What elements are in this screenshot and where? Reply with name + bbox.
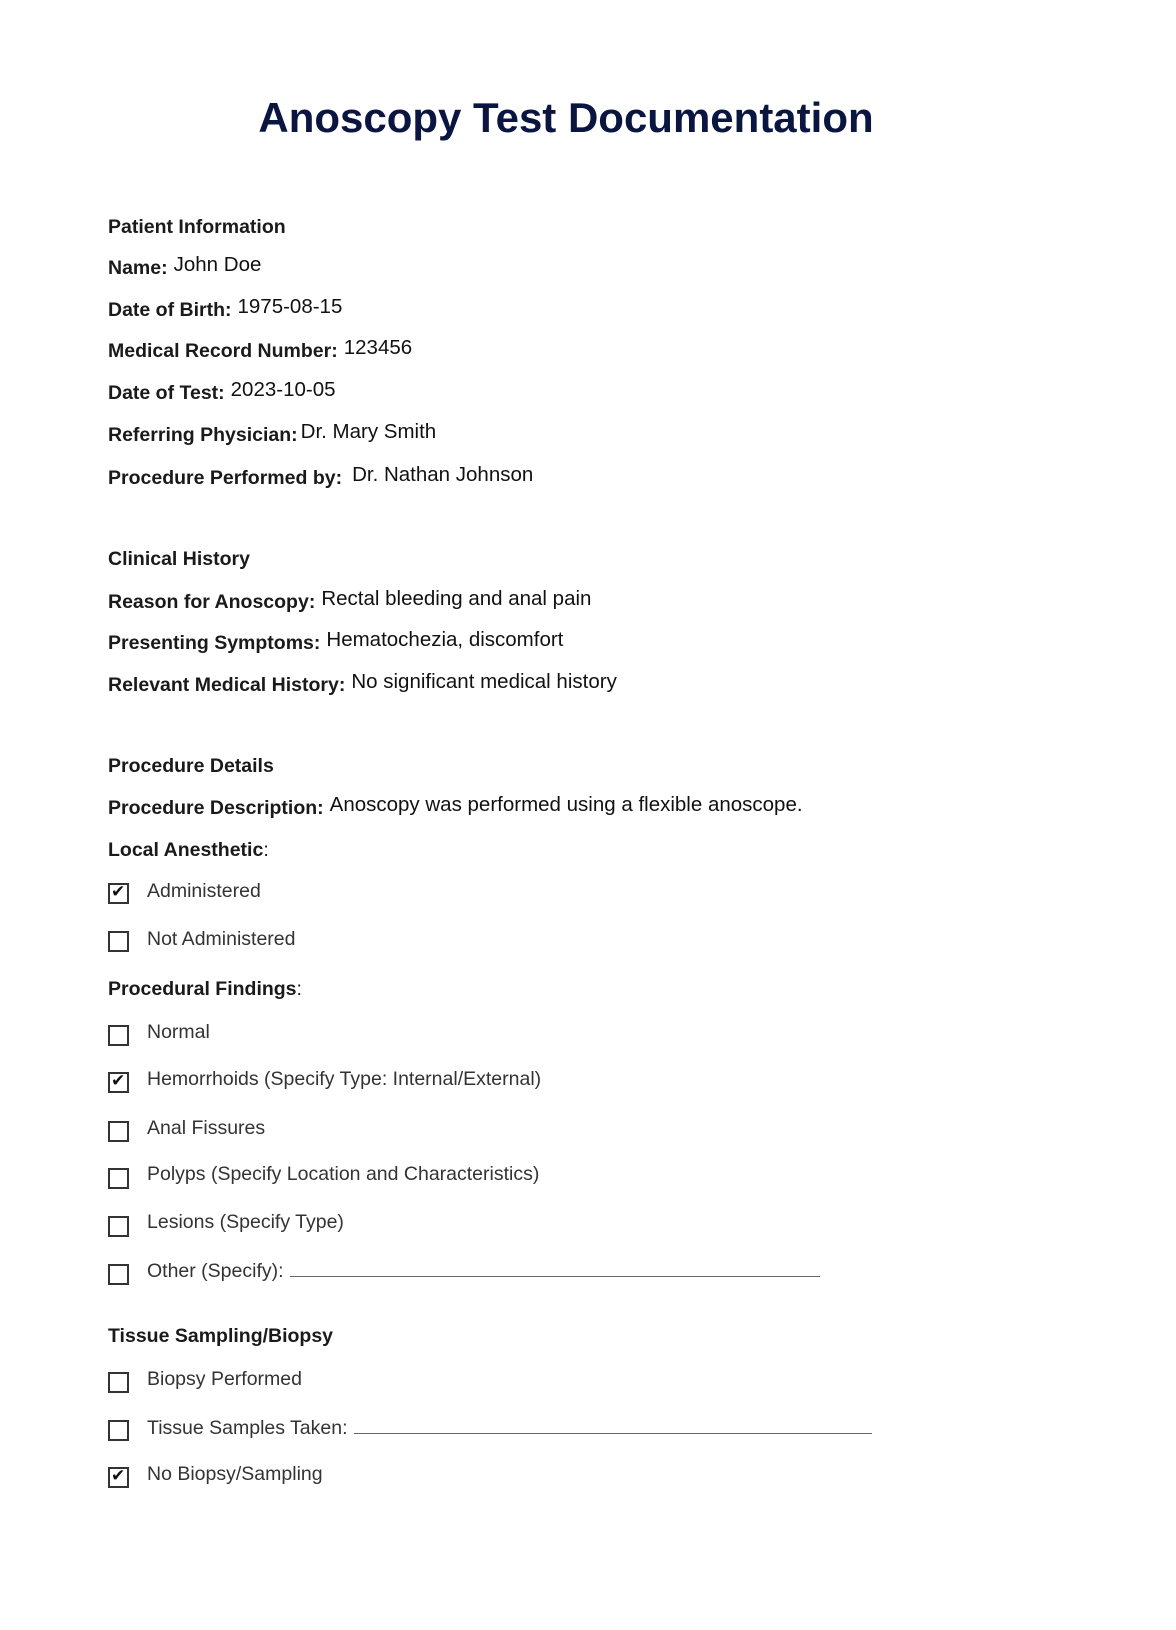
field-presenting-symptoms: Presenting Symptoms: Hematochezia, discomfort (108, 628, 564, 654)
checkbox-hemorrhoids[interactable] (108, 1072, 129, 1093)
option-other (147, 1258, 820, 1283)
option-label: Administered (147, 880, 261, 902)
local-anesthetic-label-text: Local Anesthetic (108, 839, 264, 861)
option-label: Other (Specify): (147, 1260, 284, 1282)
checkbox-biopsy-performed[interactable] (108, 1372, 129, 1393)
field-relevant-medical-history: Relevant Medical History: No significant medical history (108, 670, 617, 696)
checkbox-no-biopsy[interactable] (108, 1467, 129, 1488)
tissue-sampling-heading: Tissue Sampling/Biopsy (108, 1325, 334, 1347)
option-label: Biopsy Performed (147, 1368, 302, 1390)
checkbox-lesions[interactable] (108, 1216, 129, 1237)
checkbox-tissue-samples-taken[interactable] (108, 1420, 129, 1441)
field-label: Procedure Performed by (108, 467, 336, 489)
procedure-details-heading: Procedure Details (108, 755, 274, 777)
local-anesthetic-label: Local Anesthetic: (108, 839, 269, 861)
field-medical-record-number: Medical Record Number: 123456 (108, 336, 413, 362)
field-reason-for-anoscopy: Reason for Anoscopy: Rectal bleeding and anal pain (108, 587, 592, 613)
option-label: Anal Fissures (147, 1117, 266, 1139)
option-label: Lesions (Specify Type) (147, 1211, 344, 1233)
field-label: Procedure Description (108, 797, 318, 819)
field-label: Referring Physician (108, 424, 292, 446)
other-specify-field[interactable] (290, 1258, 820, 1277)
field-label: Date of Test (108, 382, 219, 404)
page-title: Anoscopy Test Documentation (258, 94, 874, 141)
checkbox-normal[interactable] (108, 1025, 129, 1046)
field-value: 123456 (343, 336, 413, 359)
option-label: Not Administered (147, 928, 296, 950)
field-value: Anoscopy was performed using a flexible anoscope. (329, 793, 803, 816)
field-date-of-test: Date of Test: 2023-10-05 (108, 378, 336, 404)
option-label: Tissue Samples Taken: (147, 1417, 348, 1439)
option-label: Polyps (Specify Location and Characteristics) (147, 1163, 540, 1185)
field-value: Dr. Nathan Johnson (352, 463, 534, 486)
field-label: Relevant Medical History (108, 674, 339, 696)
procedural-findings-label: Procedural Findings: (108, 978, 302, 1000)
field-date-of-birth: Date of Birth: 1975-08-15 (108, 295, 343, 321)
field-value: 1975-08-15 (237, 295, 343, 318)
field-value: Hematochezia, discomfort (326, 628, 564, 651)
field-label: Name (108, 257, 162, 279)
field-procedure-description: Procedure Description: Anoscopy was performed using a flexible anoscope. (108, 793, 803, 819)
checkbox-anal-fissures[interactable] (108, 1121, 129, 1142)
checkbox-other[interactable] (108, 1264, 129, 1285)
field-value: No significant medical history (351, 670, 617, 693)
field-label: Date of Birth (108, 299, 225, 321)
option-label: No Biopsy/Sampling (147, 1463, 323, 1485)
option-label: Hemorrhoids (Specify Type: Internal/External) (147, 1068, 542, 1090)
checkbox-administered[interactable] (108, 883, 129, 904)
option-tissue-samples (147, 1415, 872, 1440)
clinical-history-heading: Clinical History (108, 548, 250, 570)
tissue-samples-field[interactable] (354, 1415, 872, 1434)
field-name: Name: John Doe (108, 253, 262, 279)
field-procedure-performed-by: Procedure Performed by: Dr. Nathan Johnson (108, 463, 534, 489)
field-value: 2023-10-05 (230, 378, 336, 401)
option-label: Normal (147, 1021, 210, 1043)
patient-information-heading: Patient Information (108, 216, 286, 238)
procedural-findings-label-text: Procedural Findings (108, 978, 297, 1000)
field-label: Reason for Anoscopy (108, 591, 309, 613)
field-value: John Doe (173, 253, 262, 276)
field-label: Presenting Symptoms (108, 632, 314, 654)
field-label: Medical Record Number (108, 340, 332, 362)
field-referring-physician: Referring Physician: Dr. Mary Smith (108, 420, 437, 446)
field-value: Rectal bleeding and anal pain (321, 587, 592, 610)
checkbox-polyps[interactable] (108, 1168, 129, 1189)
checkbox-not-administered[interactable] (108, 931, 129, 952)
field-value: Dr. Mary Smith (300, 420, 437, 443)
